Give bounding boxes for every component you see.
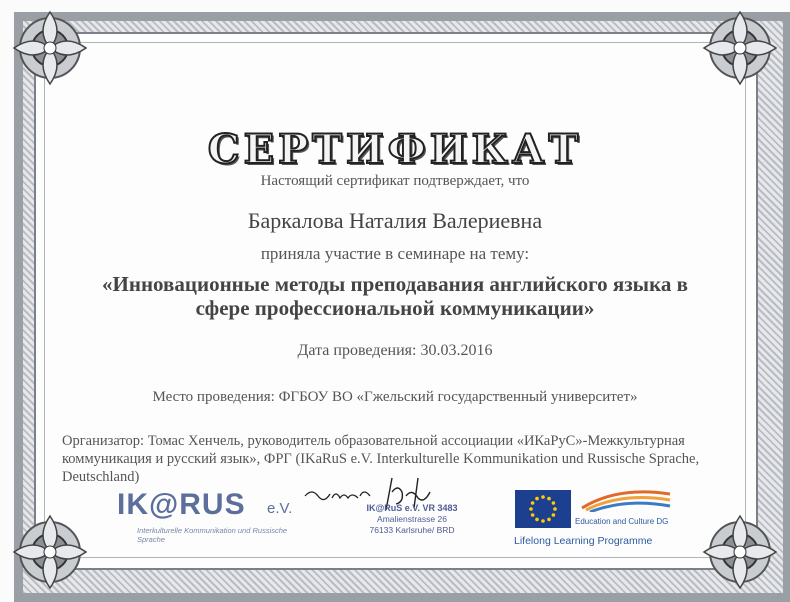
participation-text: приняла участие в семинаре на тему: bbox=[260, 244, 530, 263]
corner-ornament-icon bbox=[4, 2, 96, 94]
ikarus-logo-subtitle: Interkulturelle Kommunikation und Russische Sprache bbox=[137, 526, 288, 544]
corner-ornament-icon bbox=[694, 2, 786, 94]
certificate-title: СЕРТИФИКАТ bbox=[207, 126, 583, 173]
event-place: Место проведения: ФГБОУ ВО «Гжельский государственный университет» bbox=[152, 389, 638, 405]
organizer-text: Организатор: Томас Хенчель, руководитель образовательной ассоциации «ИКаРуС»-Межкультурная коммуникация и русский язык», ФРГ (IKaRuS e.V. Interkulturelle Kommunikation und Russische Sprache, Deutschland) bbox=[62, 433, 700, 485]
organization-stamp bbox=[352, 503, 472, 536]
ikarus-logo-name: IK@RUS bbox=[117, 488, 246, 521]
recipient-name: Баркалова Наталия Валериевна bbox=[247, 208, 543, 233]
event-date: Дата проведения: 30.03.2016 bbox=[297, 342, 493, 359]
seminar-topic: «Инновационные методы преподавания английского языка в сфере профессиональной коммуникации» bbox=[102, 272, 688, 320]
confirm-text: Настоящий сертификат подтверждает, что bbox=[260, 173, 530, 189]
ikarus-logo bbox=[117, 488, 297, 550]
stamp-street: Amalienstrasse 26 bbox=[377, 514, 447, 524]
corner-ornament-icon bbox=[4, 506, 96, 598]
stamp-registration: IK@RuS e.V. VR 3483 bbox=[366, 503, 458, 513]
corner-ornament-icon bbox=[694, 506, 786, 598]
eu-flag-icon bbox=[515, 490, 571, 528]
lifelong-learning-caption: Lifelong Learning Programme bbox=[514, 535, 653, 547]
stamp-city: 76133 Karlsruhe/ BRD bbox=[369, 525, 455, 535]
ikarus-logo-ev: e.V. bbox=[267, 500, 293, 517]
lifelong-learning-logo-icon bbox=[578, 488, 674, 512]
education-culture-caption: Education and Culture DG bbox=[575, 517, 669, 526]
